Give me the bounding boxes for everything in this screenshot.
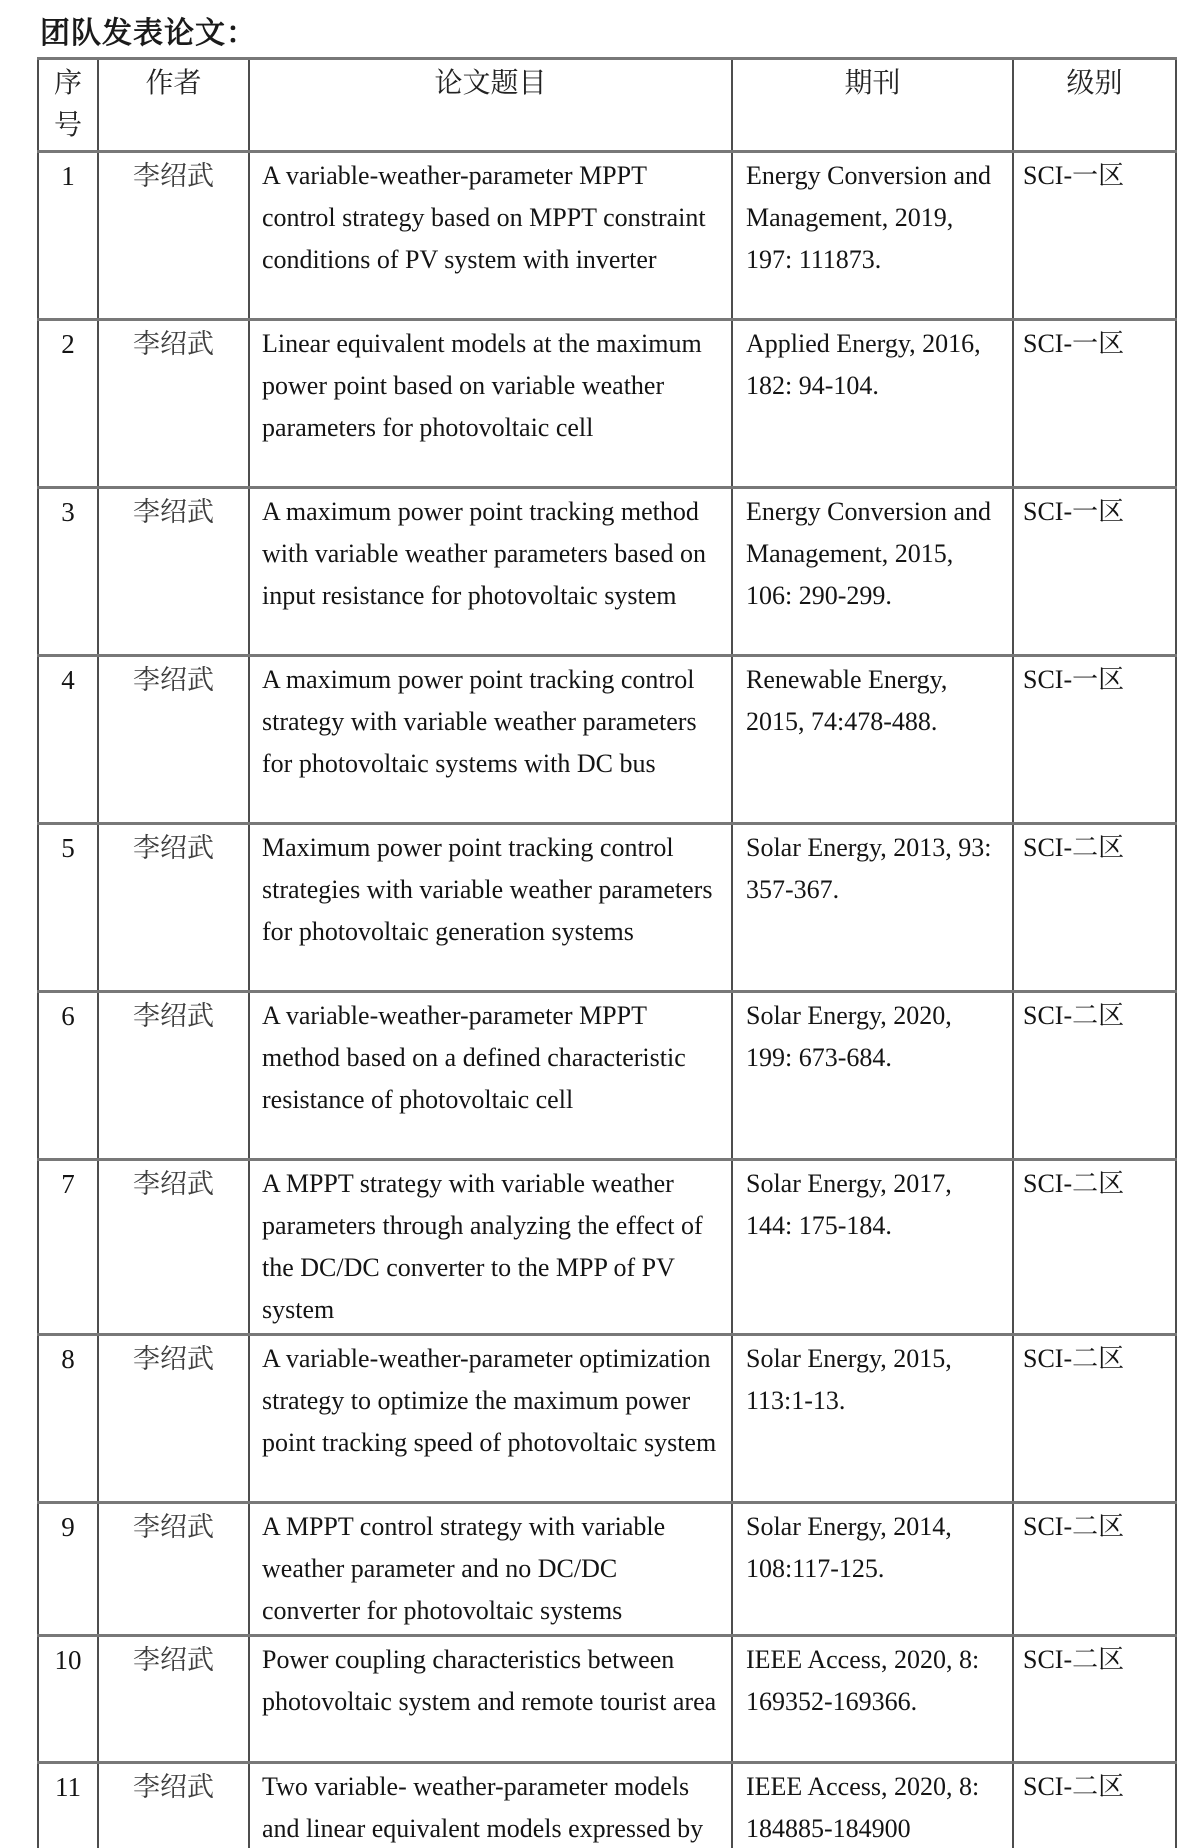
cell-level: SCI-二区 — [1013, 1160, 1176, 1335]
table-row — [38, 656, 1176, 824]
cell-author: 李绍武 — [98, 1763, 249, 1848]
cell-number: 3 — [38, 488, 98, 656]
cell-author: 李绍武 — [98, 1160, 249, 1335]
table-row — [38, 824, 1176, 992]
cell-title: Maximum power point tracking control strategies with variable weather parameters for photovoltaic generation systems — [249, 824, 732, 992]
cell-level: SCI-二区 — [1013, 1335, 1176, 1503]
cell-journal: Applied Energy, 2016, 182: 94-104. — [732, 320, 1013, 488]
cell-author: 李绍武 — [98, 488, 249, 656]
cell-journal: Solar Energy, 2017, 144: 175-184. — [732, 1160, 1013, 1335]
cell-number: 11 — [38, 1763, 98, 1848]
column-header-number: 序号 — [38, 59, 98, 152]
cell-title: A maximum power point tracking control strategy with variable weather parameters for photovoltaic systems with DC bus — [249, 656, 732, 824]
column-header-title: 论文题目 — [249, 59, 732, 152]
cell-level: SCI-一区 — [1013, 152, 1176, 320]
cell-journal: Solar Energy, 2014, 108:117-125. — [732, 1503, 1013, 1636]
table-row — [38, 320, 1176, 488]
cell-author: 李绍武 — [98, 1335, 249, 1503]
cell-author: 李绍武 — [98, 1503, 249, 1636]
cell-title: Power coupling characteristics between photovoltaic system and remote tourist area — [249, 1636, 732, 1763]
column-header-journal: 期刊 — [732, 59, 1013, 152]
cell-number: 1 — [38, 152, 98, 320]
cell-level: SCI-一区 — [1013, 488, 1176, 656]
cell-number: 4 — [38, 656, 98, 824]
table-row — [38, 152, 1176, 320]
cell-journal: Solar Energy, 2020, 199: 673-684. — [732, 992, 1013, 1160]
cell-author: 李绍武 — [98, 152, 249, 320]
cell-journal: Solar Energy, 2015, 113:1-13. — [732, 1335, 1013, 1503]
cell-title: A variable-weather-parameter optimization strategy to optimize the maximum power point tracking speed of photovoltaic system — [249, 1335, 732, 1503]
cell-journal: Energy Conversion and Management, 2015, 106: 290-299. — [732, 488, 1013, 656]
table-row — [38, 1503, 1176, 1636]
cell-journal: Renewable Energy, 2015, 74:478-488. — [732, 656, 1013, 824]
table-row — [38, 1763, 1176, 1848]
cell-author: 李绍武 — [98, 1636, 249, 1763]
cell-title: Linear equivalent models at the maximum power point based on variable weather parameters for photovoltaic cell — [249, 320, 732, 488]
table-row — [38, 1335, 1176, 1503]
cell-author: 李绍武 — [98, 320, 249, 488]
cell-number: 2 — [38, 320, 98, 488]
table-row — [38, 1636, 1176, 1763]
cell-journal: IEEE Access, 2020, 8: 169352-169366. — [732, 1636, 1013, 1763]
cell-number: 10 — [38, 1636, 98, 1763]
papers-table — [37, 57, 1177, 1848]
papers-table-body — [38, 152, 1176, 1848]
papers-table-header — [38, 59, 1176, 152]
cell-journal: Energy Conversion and Management, 2019, 197: 111873. — [732, 152, 1013, 320]
cell-number: 7 — [38, 1160, 98, 1335]
cell-journal: Solar Energy, 2013, 93: 357-367. — [732, 824, 1013, 992]
cell-title: Two variable- weather-parameter models and linear equivalent models expressed by — [249, 1763, 732, 1848]
header-row — [38, 59, 1176, 152]
cell-level: SCI-二区 — [1013, 1636, 1176, 1763]
page-title: 团队发表论文： — [40, 17, 257, 50]
table-row — [38, 488, 1176, 656]
cell-level: SCI-二区 — [1013, 992, 1176, 1160]
table-row — [38, 992, 1176, 1160]
cell-title: A maximum power point tracking method with variable weather parameters based on input resistance for photovoltaic system — [249, 488, 732, 656]
cell-level: SCI-二区 — [1013, 1503, 1176, 1636]
cell-number: 5 — [38, 824, 98, 992]
cell-number: 9 — [38, 1503, 98, 1636]
cell-level: SCI-二区 — [1013, 824, 1176, 992]
cell-title: A MPPT strategy with variable weather parameters through analyzing the effect of the DC/DC converter to the MPP of PV system — [249, 1160, 732, 1335]
cell-journal: IEEE Access, 2020, 8: 184885-184900 — [732, 1763, 1013, 1848]
cell-title: A variable-weather-parameter MPPT method based on a defined characteristic resistance of photovoltaic cell — [249, 992, 732, 1160]
cell-title: A variable-weather-parameter MPPT control strategy based on MPPT constraint conditions of PV system with inverter — [249, 152, 732, 320]
cell-author: 李绍武 — [98, 824, 249, 992]
cell-author: 李绍武 — [98, 656, 249, 824]
cell-level: SCI-一区 — [1013, 656, 1176, 824]
column-header-level: 级别 — [1013, 59, 1176, 152]
cell-title: A MPPT control strategy with variable weather parameter and no DC/DC converter for photovoltaic systems — [249, 1503, 732, 1636]
cell-number: 6 — [38, 992, 98, 1160]
cell-author: 李绍武 — [98, 992, 249, 1160]
cell-level: SCI-二区 — [1013, 1763, 1176, 1848]
cell-level: SCI-一区 — [1013, 320, 1176, 488]
cell-number: 8 — [38, 1335, 98, 1503]
column-header-author: 作者 — [98, 59, 249, 152]
table-row — [38, 1160, 1176, 1335]
